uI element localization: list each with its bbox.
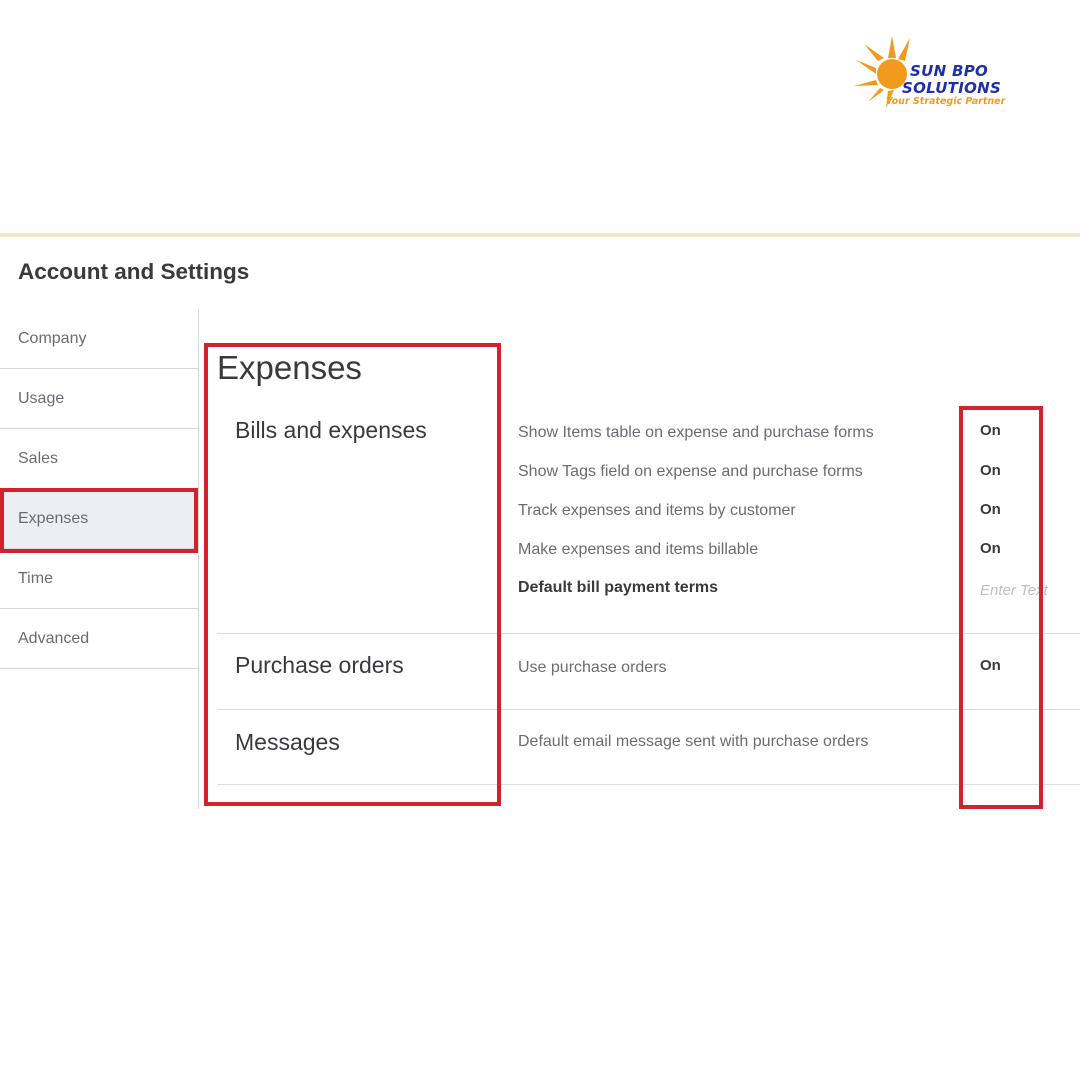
logo-name-line2: SOLUTIONS bbox=[902, 79, 1002, 97]
group-title-purchase-orders[interactable]: Purchase orders bbox=[235, 652, 404, 678]
group-title-messages[interactable]: Messages bbox=[235, 729, 340, 755]
sidebar-item-sales[interactable] bbox=[0, 429, 198, 489]
setting-label-make-billable: Make expenses and items billable bbox=[518, 541, 759, 558]
setting-label-track-by-customer: Track expenses and items by customer bbox=[518, 502, 796, 519]
row-separator bbox=[217, 784, 1080, 785]
page-title: Account and Settings bbox=[18, 259, 250, 284]
setting-value-make-billable[interactable]: On bbox=[980, 540, 1001, 557]
setting-label-show-items-table: Show Items table on expense and purchase forms bbox=[518, 424, 874, 441]
sidebar-item-label: Expenses bbox=[18, 510, 89, 527]
sidebar-item-advanced[interactable] bbox=[0, 609, 198, 669]
logo-name-line1: SUN BPO bbox=[910, 62, 989, 80]
sidebar-divider bbox=[198, 309, 199, 809]
setting-value-track-by-customer[interactable]: On bbox=[980, 501, 1001, 518]
group-title-bills-and-expenses[interactable]: Bills and expenses bbox=[235, 417, 427, 443]
sun-bpo-logo bbox=[852, 30, 1012, 116]
sidebar-item-company[interactable] bbox=[0, 309, 198, 369]
highlight-box-setting-values bbox=[959, 406, 1043, 809]
sidebar-item-time[interactable] bbox=[0, 549, 198, 609]
settings-sidebar bbox=[0, 309, 198, 669]
setting-value-use-purchase-orders[interactable]: On bbox=[980, 657, 1001, 674]
row-separator bbox=[217, 709, 1080, 710]
setting-value-show-tags-field[interactable]: On bbox=[980, 462, 1001, 479]
sidebar-item-usage[interactable] bbox=[0, 369, 198, 429]
sidebar-item-label: Time bbox=[18, 570, 53, 587]
top-divider bbox=[0, 233, 1080, 237]
setting-value-show-items-table[interactable]: On bbox=[980, 422, 1001, 439]
setting-label-default-email-message: Default email message sent with purchase orders bbox=[518, 733, 869, 750]
section-heading: Expenses bbox=[217, 349, 362, 386]
sidebar-item-expenses[interactable] bbox=[0, 489, 198, 549]
sidebar-item-label: Advanced bbox=[18, 630, 90, 647]
logo-tagline: Your Strategic Partner bbox=[886, 96, 1006, 107]
sidebar-item-label: Usage bbox=[18, 390, 65, 407]
default-bill-payment-terms-field[interactable]: Enter Text bbox=[980, 582, 1048, 599]
sidebar-item-label: Company bbox=[18, 330, 87, 347]
sidebar-item-label: Sales bbox=[18, 450, 59, 467]
setting-label-default-bill-payment-terms: Default bill payment terms bbox=[518, 579, 719, 596]
setting-label-use-purchase-orders: Use purchase orders bbox=[518, 659, 667, 676]
row-separator bbox=[217, 633, 1080, 634]
setting-label-show-tags-field: Show Tags field on expense and purchase forms bbox=[518, 463, 863, 480]
